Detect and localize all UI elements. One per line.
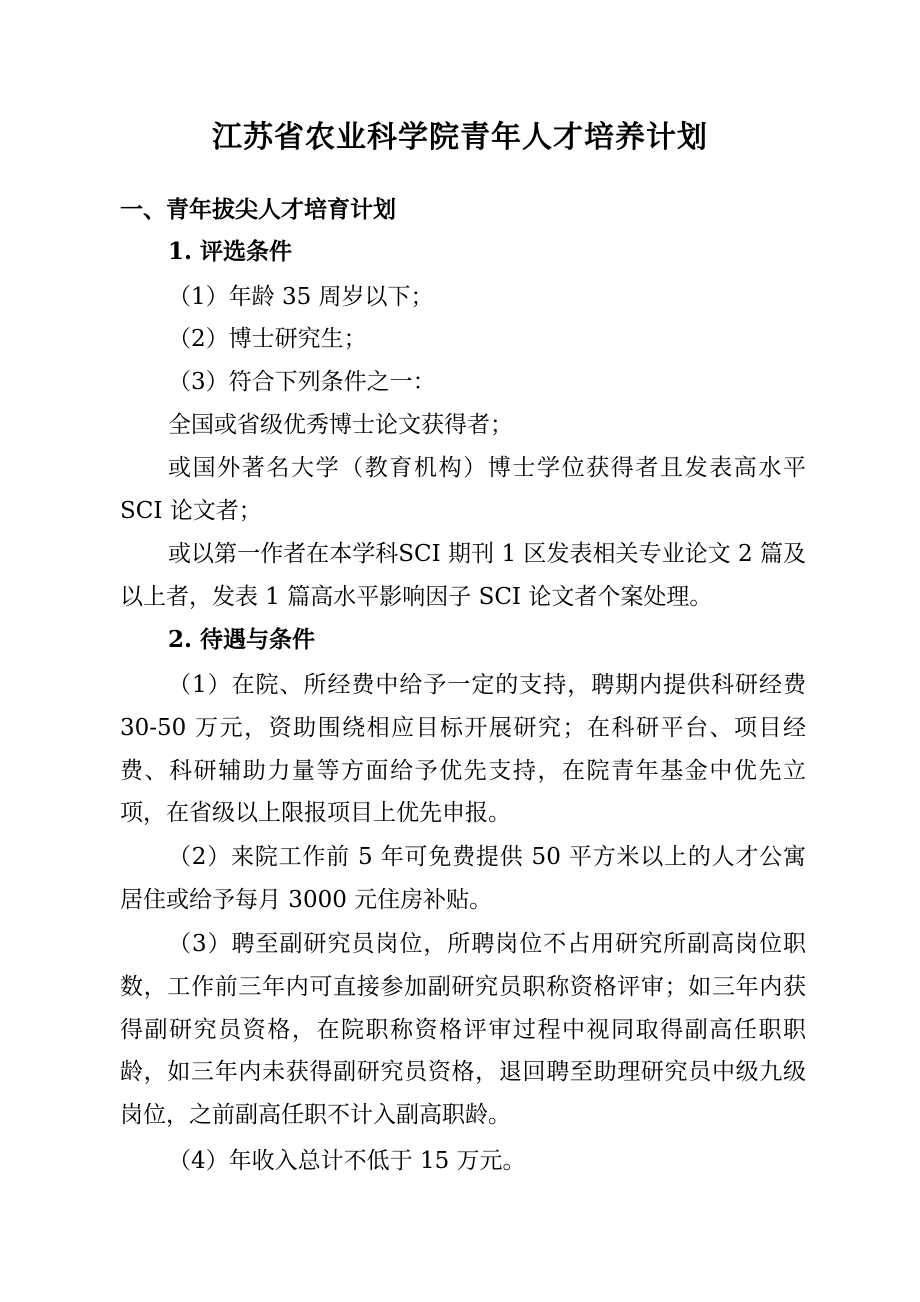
document-title: 江苏省农业科学院青年人才培养计划 (212, 120, 708, 155)
condition-paragraph: 或以第一作者在本学科SCI 期刊 1 区发表相关专业论文 2 篇及以上者，发表 1 篇高水平影响因子 SCI 论文者个案处理。 (120, 541, 806, 610)
criteria-item-conditions: （3）符合下列条件之一： (168, 369, 436, 395)
condition-paragraph: 或国外著名大学（教育机构）博士学位获得者且发表高水平SCI 论文者； (120, 455, 806, 524)
subsection-heading-criteria: 1. 评选条件 (168, 238, 293, 265)
section-heading: 一、青年拔尖人才培育计划 (120, 196, 396, 223)
benefit-paragraph: （4）年收入总计不低于 15 万元。 (168, 1148, 526, 1174)
condition-paragraph: 全国或省级优秀博士论文获得者； (168, 412, 513, 438)
criteria-item-age: （1）年龄 35 周岁以下； (168, 284, 434, 310)
benefit-paragraph: （1）在院、所经费中给予一定的支持，聘期内提供科研经费 30-50 万元，资助围绕相应目标开展研究；在科研平台、项目经费、科研辅助力量等方面给予优先支持，在院青年基金中优先立项，在省级以上限报项目上优先申报。 (120, 672, 806, 827)
benefit-paragraph: （2）来院工作前 5 年可免费提供 50 平方米以上的人才公寓居住或给予每月 3000 元住房补贴。 (120, 844, 806, 913)
criteria-item-degree: （2）博士研究生； (168, 326, 367, 352)
subsection-heading-benefits: 2. 待遇与条件 (168, 626, 316, 653)
benefit-paragraph: （3）聘至副研究员岗位，所聘岗位不占用研究所副高岗位职数，工作前三年内可直接参加副研究员职称资格评审；如三年内获得副研究员资格，在院职称资格评审过程中视同取得副高任职职龄，如三年内未获得副研究员资格，退回聘至助理研究员中级九级岗位，之前副高任职不计入副高职龄。 (120, 931, 806, 1129)
